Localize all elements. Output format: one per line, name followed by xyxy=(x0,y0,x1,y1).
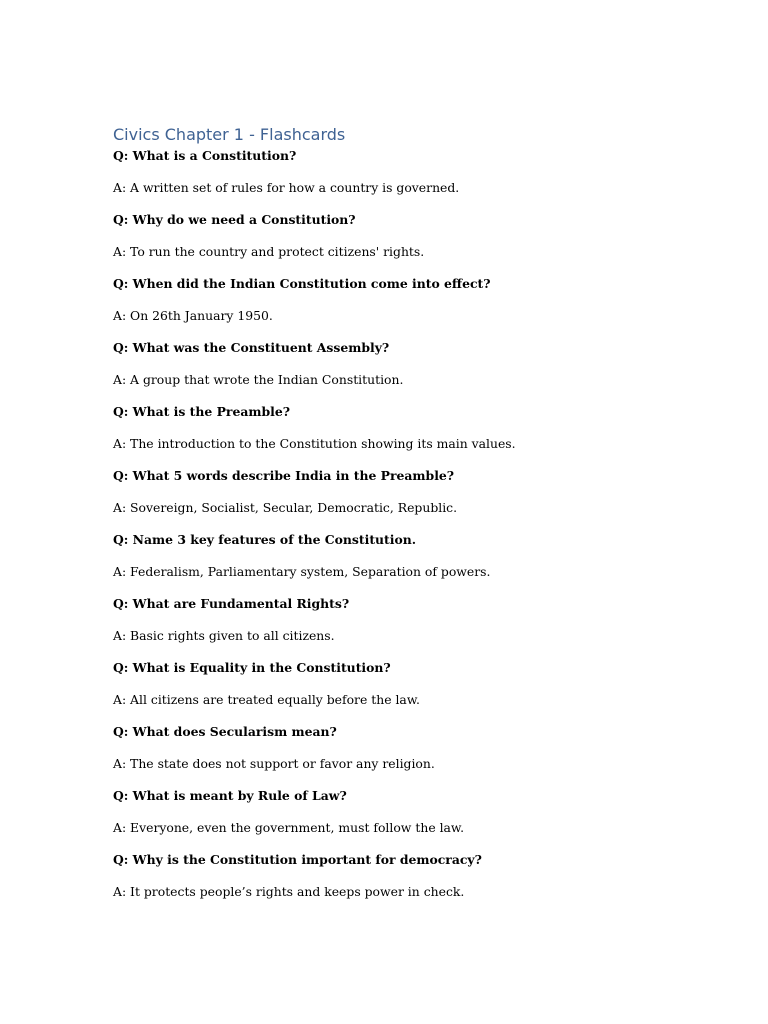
flashcard-answer: A: A group that wrote the Indian Constitution. xyxy=(113,372,404,387)
flashcard-question: Q: When did the Indian Constitution come into effect? xyxy=(113,276,491,291)
flashcard-answer: A: Everyone, even the government, must follow the law. xyxy=(113,820,465,835)
flashcard xyxy=(113,596,713,644)
flashcard xyxy=(113,852,713,900)
flashcard xyxy=(113,724,713,772)
flashcard-answer: A: All citizens are treated equally before the law. xyxy=(113,692,420,707)
flashcard xyxy=(113,276,713,324)
flashcard-question: Q: Why do we need a Constitution? xyxy=(113,212,356,227)
flashcard xyxy=(113,148,713,196)
flashcard-question: Q: Name 3 key features of the Constitution. xyxy=(113,532,417,547)
flashcard-answer: A: A written set of rules for how a country is governed. xyxy=(113,180,460,195)
flashcard-answer: A: It protects people’s rights and keeps power in check. xyxy=(113,884,465,899)
flashcard xyxy=(113,660,713,708)
flashcard-question: Q: What 5 words describe India in the Preamble? xyxy=(113,468,455,483)
flashcard-list xyxy=(113,148,713,900)
flashcard-question: Q: What is meant by Rule of Law? xyxy=(113,788,347,803)
flashcard-question: Q: Why is the Constitution important for democracy? xyxy=(113,852,482,867)
document-page xyxy=(113,124,713,916)
flashcard xyxy=(113,212,713,260)
flashcard-question: Q: What is the Preamble? xyxy=(113,404,290,419)
flashcard-answer: A: Sovereign, Socialist, Secular, Democratic, Republic. xyxy=(113,500,458,515)
flashcard-answer: A: Federalism, Parliamentary system, Separation of powers. xyxy=(113,564,491,579)
flashcard-answer: A: On 26th January 1950. xyxy=(113,308,273,323)
flashcard-answer: A: The state does not support or favor any religion. xyxy=(113,756,435,771)
flashcard-answer: A: To run the country and protect citizens' rights. xyxy=(113,244,425,259)
flashcard-question: Q: What is Equality in the Constitution? xyxy=(113,660,391,675)
flashcard xyxy=(113,468,713,516)
flashcard-question: Q: What are Fundamental Rights? xyxy=(113,596,350,611)
flashcard xyxy=(113,532,713,580)
flashcard-question: Q: What does Secularism mean? xyxy=(113,724,337,739)
flashcard-question: Q: What is a Constitution? xyxy=(113,148,297,163)
flashcard-answer: A: The introduction to the Constitution showing its main values. xyxy=(113,436,516,451)
document-title: Civics Chapter 1 - Flashcards xyxy=(113,125,346,144)
flashcard-answer: A: Basic rights given to all citizens. xyxy=(113,628,335,643)
flashcard xyxy=(113,340,713,388)
flashcard xyxy=(113,404,713,452)
flashcard xyxy=(113,788,713,836)
flashcard-question: Q: What was the Constituent Assembly? xyxy=(113,340,390,355)
